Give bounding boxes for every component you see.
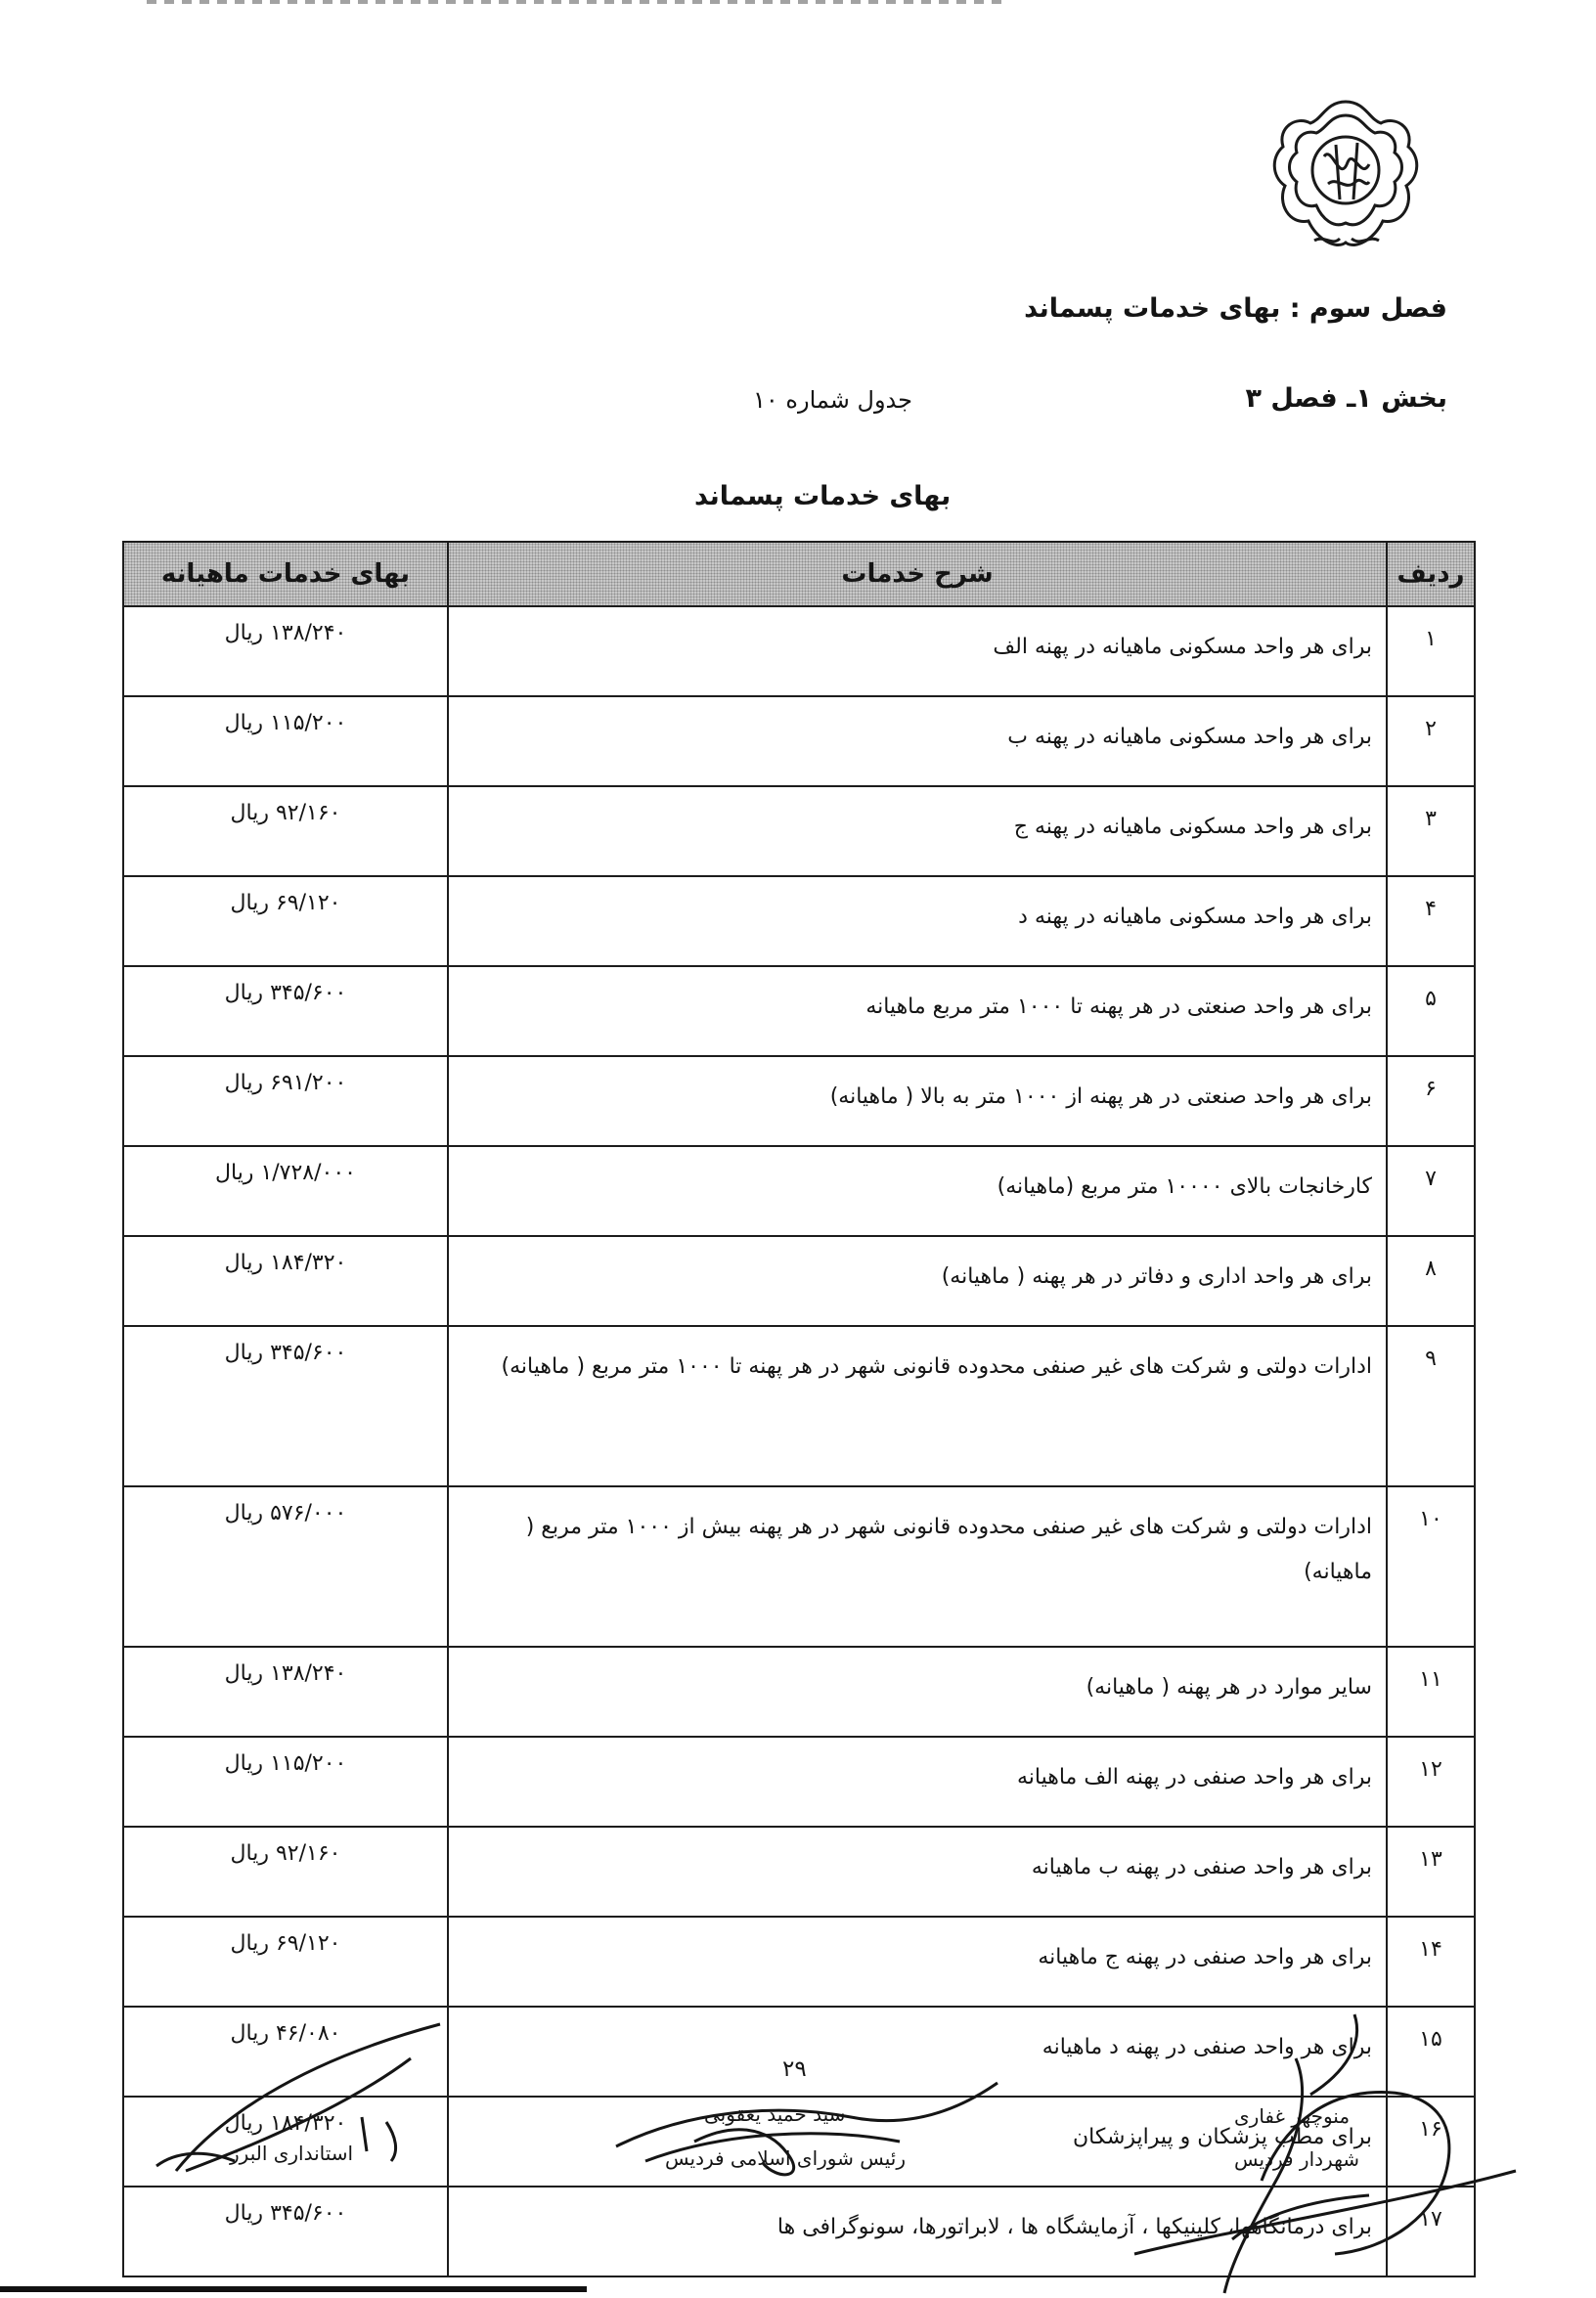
row-number: ۱۲ — [1387, 1737, 1475, 1827]
fee-amount: ۱۸۴/۳۲۰ ریال — [224, 1251, 347, 1275]
row-number: ۱۱ — [1387, 1647, 1475, 1737]
monthly-fee — [123, 1486, 448, 1647]
fee-amount: ۹۲/۱۶۰ ریال — [230, 801, 341, 825]
row-number: ۵ — [1387, 966, 1475, 1056]
service-description: برای هر واحد صنفی در پهنه الف ماهیانه — [448, 1737, 1387, 1827]
council-head-title: رئیس شورای اسلامی فردیس — [665, 2146, 906, 2170]
header-row-number: ردیف — [1387, 542, 1475, 606]
row-number: ۶ — [1387, 1056, 1475, 1146]
service-description: ادارات دولتی و شرکت های غیر صنفی محدوده قانونی شهر در هر پهنه بیش از ۱۰۰۰ متر مربع ( ماهیانه) — [448, 1486, 1387, 1647]
table-row — [123, 966, 1475, 1056]
monthly-fee — [123, 1326, 448, 1486]
fee-amount: ۳۴۵/۶۰۰ ریال — [224, 981, 347, 1005]
monthly-fee — [123, 1827, 448, 1917]
row-number: ۷ — [1387, 1146, 1475, 1236]
row-number: ۹ — [1387, 1326, 1475, 1486]
service-description: سایر موارد در هر پهنه ( ماهیانه) — [448, 1647, 1387, 1737]
mayor-name: منوچهر غفاری — [1234, 2104, 1351, 2128]
table-row — [123, 1146, 1475, 1236]
service-description: برای هر واحد صنفی در پهنه د ماهیانه — [448, 2007, 1387, 2097]
service-description: برای مطب پزشکان و پیراپزشکان — [448, 2097, 1387, 2187]
service-description: برای هر واحد مسکونی ماهیانه در پهنه ج — [448, 786, 1387, 876]
fee-amount: ۶۹/۱۲۰ ریال — [230, 1931, 341, 1956]
section-label: بخش ۱ـ فصل ۳ — [1245, 383, 1447, 414]
row-number: ۴ — [1387, 876, 1475, 966]
row-number: ۱ — [1387, 606, 1475, 696]
chapter-title: فصل سوم : بهای خدمات پسماند — [1024, 293, 1447, 324]
row-number: ۱۰ — [1387, 1486, 1475, 1647]
fee-amount: ۱۳۸/۲۴۰ ریال — [224, 621, 347, 645]
table-row — [123, 786, 1475, 876]
table-row — [123, 1056, 1475, 1146]
monthly-fee — [123, 786, 448, 876]
fee-amount: ۵۷۶/۰۰۰ ریال — [224, 1501, 347, 1525]
row-number: ۱۴ — [1387, 1917, 1475, 2007]
service-description: برای هر واحد مسکونی ماهیانه در پهنه ب — [448, 696, 1387, 786]
fee-amount: ۶۹۱/۲۰۰ ریال — [224, 1071, 347, 1095]
service-description: برای هر واحد مسکونی ماهیانه در پهنه د — [448, 876, 1387, 966]
monthly-fee — [123, 1236, 448, 1326]
mayor-title: شهردار فردیس — [1234, 2147, 1360, 2171]
table-row — [123, 1236, 1475, 1326]
table-row — [123, 696, 1475, 786]
monthly-fee — [123, 1737, 448, 1827]
fee-amount: ۱۳۸/۲۴۰ ریال — [224, 1661, 347, 1686]
service-description: برای هر واحد اداری و دفاتر در هر پهنه ( ماهیانه) — [448, 1236, 1387, 1326]
table-row — [123, 1827, 1475, 1917]
fee-amount: ۱۸۴/۳۲۰ ریال — [224, 2111, 347, 2136]
header-service-description: شرح خدمات — [448, 542, 1387, 606]
table-row — [123, 606, 1475, 696]
fee-amount: ۱۱۵/۲۰۰ ریال — [224, 711, 347, 735]
row-number: ۳ — [1387, 786, 1475, 876]
municipality-seal-icon — [1267, 94, 1424, 260]
header-monthly-fee: بهای خدمات ماهیانه — [123, 542, 448, 606]
page-number: ۲۹ — [782, 2056, 807, 2082]
row-number: ۲ — [1387, 696, 1475, 786]
council-head-name: سید حمید یعقوبی — [704, 2102, 846, 2126]
monthly-fee — [123, 876, 448, 966]
row-number: ۱۳ — [1387, 1827, 1475, 1917]
service-description: ادارات دولتی و شرکت های غیر صنفی محدوده قانونی شهر در هر پهنه تا ۱۰۰۰ متر مربع ( ماهیانه) — [448, 1326, 1387, 1486]
table-row — [123, 1917, 1475, 2007]
fee-amount: ۹۲/۱۶۰ ریال — [230, 1841, 341, 1866]
monthly-fee — [123, 2187, 448, 2276]
service-description: کارخانجات بالای ۱۰۰۰۰ متر مربع (ماهیانه) — [448, 1146, 1387, 1236]
service-description: برای هر واحد مسکونی ماهیانه در پهنه الف — [448, 606, 1387, 696]
table-number: جدول شماره ۱۰ — [753, 386, 912, 414]
row-number: ۱۵ — [1387, 2007, 1475, 2097]
scan-edge-top — [147, 0, 1007, 4]
table-title: بهای خدمات پسماند — [694, 481, 952, 511]
table-row — [123, 1737, 1475, 1827]
service-description: برای درمانگاهها، کلینیکها ، آزمایشگاه ها ، لابراتورها، سونوگرافی ها — [448, 2187, 1387, 2276]
fee-amount: ۳۴۵/۶۰۰ ریال — [224, 2201, 347, 2226]
monthly-fee — [123, 696, 448, 786]
monthly-fee — [123, 966, 448, 1056]
fee-amount: ۴۶/۰۸۰ ریال — [230, 2021, 341, 2046]
service-description: برای هر واحد صنفی در پهنه ب ماهیانه — [448, 1827, 1387, 1917]
fee-amount: ۳۴۵/۶۰۰ ریال — [224, 1341, 347, 1365]
table-row — [123, 1647, 1475, 1737]
monthly-fee — [123, 1146, 448, 1236]
scan-edge-bottom — [0, 2286, 587, 2292]
fee-amount: ۱۱۵/۲۰۰ ریال — [224, 1751, 347, 1776]
monthly-fee — [123, 1056, 448, 1146]
table-row — [123, 876, 1475, 966]
fee-amount: ۱/۷۲۸/۰۰۰ ریال — [215, 1161, 356, 1185]
service-description: برای هر واحد صنعتی در هر پهنه از ۱۰۰۰ متر به بالا ( ماهیانه) — [448, 1056, 1387, 1146]
fee-amount: ۶۹/۱۲۰ ریال — [230, 891, 341, 915]
table-row — [123, 1326, 1475, 1486]
table-header-row — [123, 542, 1475, 606]
service-description: برای هر واحد صنفی در پهنه ج ماهیانه — [448, 1917, 1387, 2007]
row-number: ۸ — [1387, 1236, 1475, 1326]
row-number: ۱۷ — [1387, 2187, 1475, 2276]
row-number: ۱۶ — [1387, 2097, 1475, 2187]
governor-office-title: استانداری البرز — [230, 2142, 354, 2165]
monthly-fee — [123, 606, 448, 696]
service-description: برای هر واحد صنعتی در هر پهنه تا ۱۰۰۰ متر مربع ماهیانه — [448, 966, 1387, 1056]
monthly-fee — [123, 1647, 448, 1737]
monthly-fee — [123, 1917, 448, 2007]
table-row — [123, 1486, 1475, 1647]
